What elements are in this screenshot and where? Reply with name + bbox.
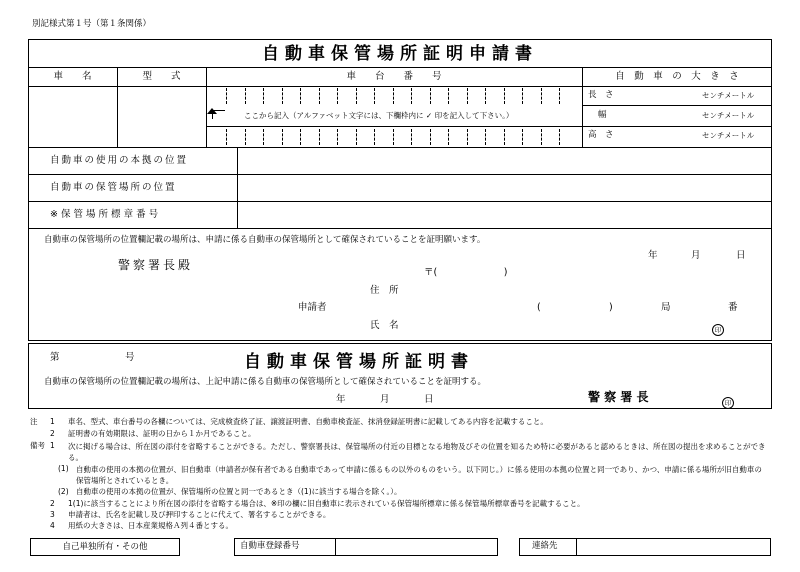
remark-text-3: 申請者は、氏名を記載し及び押印することに代えて、署名することができる。: [68, 510, 331, 519]
size-height-label: 高 さ: [588, 130, 614, 140]
chassis-cell-divider: [393, 88, 394, 104]
size-width-label: 幅: [598, 110, 607, 120]
phone-number-suffix: 番: [728, 302, 738, 313]
chassis-alpha-divider: [374, 129, 375, 145]
note-text-1: 車名、型式、車台番号の各欄については、完成検査終了証、譲渡証明書、自動車検査証、抹消登録証明書に記載してある内容を記載すること。: [68, 417, 548, 426]
chassis-cell-divider: [300, 88, 301, 104]
note-num-2: 2: [50, 429, 55, 438]
sign-number-field[interactable]: [241, 204, 769, 226]
chassis-cell-divider: [541, 88, 542, 104]
remark-num-1-1: (1): [58, 464, 69, 473]
size-length-label: 長 さ: [588, 90, 614, 100]
remark-num-1-2: (2): [58, 487, 69, 496]
size-length-unit: センチメートル: [702, 91, 755, 100]
note-text-2: 証明書の有効期限は、証明の日から１か月であること。: [68, 429, 256, 438]
chassis-alpha-divider: [448, 129, 449, 145]
request-month: 月: [691, 250, 701, 261]
chassis-cell-divider: [467, 88, 468, 104]
chassis-cell-divider: [263, 88, 264, 104]
name-label: 氏 名: [370, 320, 399, 331]
chassis-cell-divider: [337, 88, 338, 104]
remark-num-4: 4: [50, 521, 55, 530]
chassis-alpha-divider: [485, 129, 486, 145]
chassis-alpha-divider: [559, 129, 560, 145]
address-label: 住 所: [370, 285, 399, 296]
chassis-alpha-divider: [300, 129, 301, 145]
request-day: 日: [736, 250, 746, 261]
chassis-alpha-divider: [504, 129, 505, 145]
chassis-cell-divider: [319, 88, 320, 104]
chassis-cell-divider: [485, 88, 486, 104]
chassis-cell-divider: [282, 88, 283, 104]
chassis-alpha-divider: [541, 129, 542, 145]
cert-year: 年: [336, 394, 346, 405]
chassis-alpha-divider: [245, 129, 246, 145]
remark-num-3: 3: [50, 510, 55, 519]
phone-bureau: 局: [661, 302, 671, 313]
storage-location-field[interactable]: [241, 177, 769, 199]
remark-text-1-1: 自動車の使用の本拠の位置が、旧自動車（申請者が保有者である自動車であって申請に係るもの以外のものをいう。以下同じ。）に係る使用の本拠の位置と同一であり、かつ、申請に係る場所が旧自動車の保管場所とされているとき。: [76, 465, 762, 485]
cert-number-suffix: 号: [125, 352, 135, 363]
header-chassis-number: 車 台 番 号: [346, 71, 442, 82]
postal-code: 〒( ): [424, 267, 508, 278]
cert-month: 月: [380, 394, 390, 405]
model-field[interactable]: [120, 90, 203, 144]
chassis-alpha-divider: [356, 129, 357, 145]
chassis-alpha-divider: [411, 129, 412, 145]
chassis-instruction: ここから記入（アルファベット文字には、下欄枠内に ✓ 印を記入して下さい。）: [244, 111, 514, 120]
form-label: 別記様式第１号（第１条関係）: [32, 19, 152, 29]
ownership-label: 自己単独所有・その他: [62, 542, 148, 552]
cert-text: 自動車の保管場所の位置欄記載の場所は、上記申請に係る自動車の保管場所として確保されていることを証明する。: [44, 377, 487, 387]
remark-num-1: 1: [50, 441, 55, 450]
use-location-field[interactable]: [241, 150, 769, 172]
header-car-name: 車 名: [53, 71, 92, 82]
chassis-alpha-divider: [226, 129, 227, 145]
note-num-1: 1: [50, 417, 55, 426]
form-title: 自動車保管場所証明申請書: [262, 44, 538, 64]
chassis-alpha-divider: [337, 129, 338, 145]
remark-text-1-2: 自動車の使用の本拠の位置が、保管場所の位置と同一であるとき（(1)に該当する場合を除く。）。: [76, 487, 402, 496]
ownership-box[interactable]: [30, 538, 180, 556]
cert-number-label: 第: [50, 352, 60, 363]
chief-seal: 印: [722, 397, 734, 409]
chassis-alpha-divider: [263, 129, 264, 145]
use-location-label: 自動車の使用の本拠の位置: [50, 155, 189, 166]
addressee: 警察署長殿: [118, 258, 194, 272]
chassis-alpha-divider: [467, 129, 468, 145]
storage-location-label: 自動車の保管場所の位置: [50, 182, 177, 193]
header-model: 型 式: [142, 71, 181, 82]
contact-label: 連絡先: [532, 541, 558, 551]
request-text: 自動車の保管場所の位置欄記載の場所は、申請に係る自動車の保管場所として確保されていることを証明願います。: [44, 235, 486, 245]
size-width-unit: センチメートル: [702, 111, 755, 120]
applicant-seal: 印: [712, 324, 724, 336]
chassis-alpha-divider: [319, 129, 320, 145]
chassis-cell-divider: [356, 88, 357, 104]
arrow-head-icon: [207, 108, 217, 114]
remark-text-4: 用紙の大きさは、日本産業規格Ａ列４番とする。: [68, 521, 233, 530]
cert-title: 自動車保管場所証明書: [244, 352, 474, 372]
size-height-unit: センチメートル: [702, 131, 755, 140]
chassis-cell-divider: [374, 88, 375, 104]
remark-num-2: 2: [50, 499, 55, 508]
chassis-cell-divider: [245, 88, 246, 104]
remark-text-2: 1(1)に該当することにより所在図の添付を省略する場合は、※印の欄に旧自動車に表示されている保管場所標章に係る保管場所標章番号を記載すること。: [68, 499, 585, 508]
chassis-cell-divider: [522, 88, 523, 104]
reg-number-label: 自動車登録番号: [240, 541, 300, 551]
applicant-label: 申請者: [298, 302, 327, 313]
reg-number-field[interactable]: [338, 540, 495, 554]
remark-mark: 備考: [30, 441, 45, 450]
car-name-field[interactable]: [31, 90, 114, 144]
chassis-cell-divider: [411, 88, 412, 104]
police-chief: 警 察 署 長: [588, 390, 649, 404]
chassis-alpha-divider: [522, 129, 523, 145]
contact-field[interactable]: [579, 540, 768, 554]
chassis-alpha-divider: [282, 129, 283, 145]
phone-open: (: [537, 302, 541, 313]
sign-number-label: ※ 保 管 場 所 標 章 番 号: [50, 209, 159, 220]
request-year: 年: [648, 250, 658, 261]
note-mark-1: 注: [30, 417, 38, 426]
chassis-cell-divider: [430, 88, 431, 104]
chassis-alpha-divider: [393, 129, 394, 145]
chassis-cell-divider: [504, 88, 505, 104]
chassis-cell-divider: [226, 88, 227, 104]
header-vehicle-size: 自 動 車 の 大 き さ: [615, 71, 739, 82]
chassis-cell-divider: [448, 88, 449, 104]
chassis-cell-divider: [559, 88, 560, 104]
cert-day: 日: [424, 394, 434, 405]
phone-close: ): [609, 302, 613, 313]
chassis-alpha-divider: [430, 129, 431, 145]
remark-text-1: 次に掲げる場合は、所在図の添付を省略することができる。ただし、警察署長は、保管場所の付近の目標となる地物及びその位置を知るため特に必要があると認めるときは、所在図の提出を求めることができる。: [68, 442, 766, 462]
